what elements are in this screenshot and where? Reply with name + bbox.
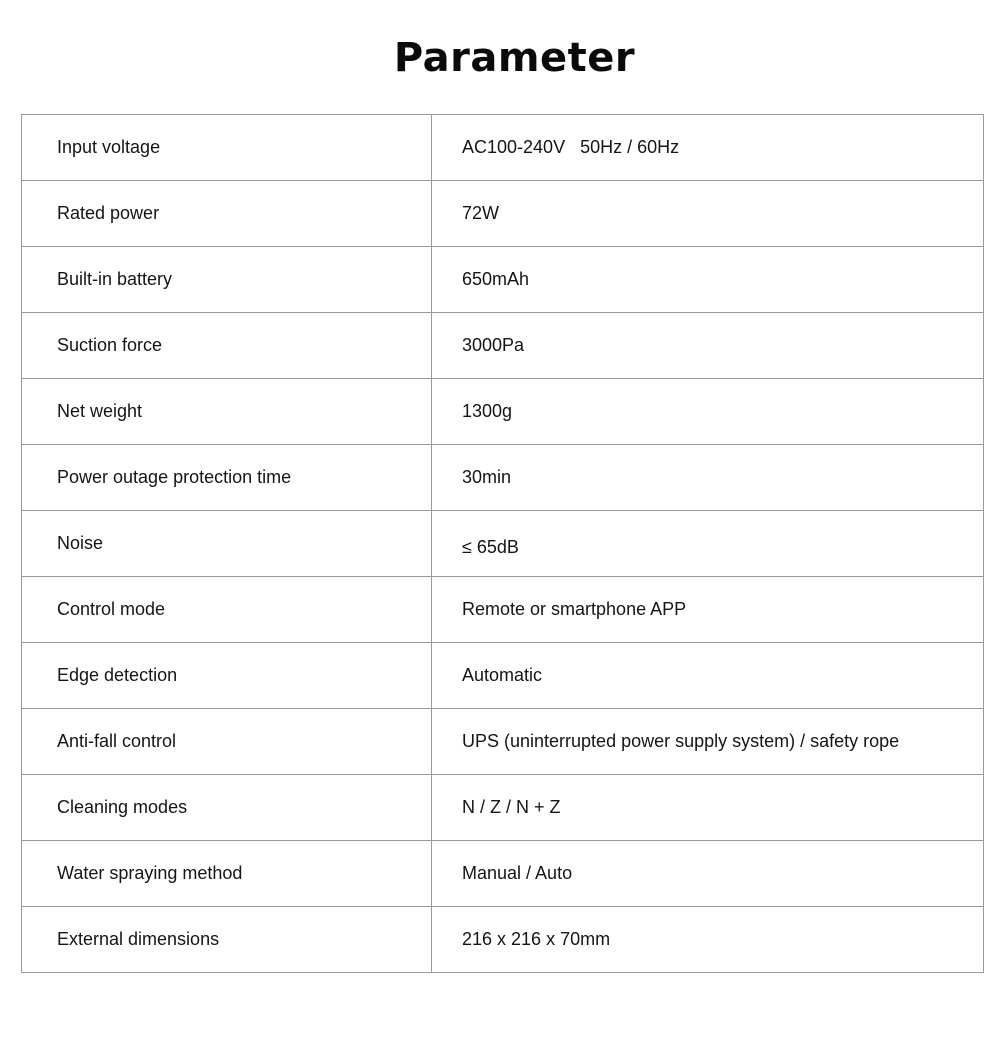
parameter-value: 30min bbox=[432, 445, 984, 511]
parameter-value: AC100-240V 50Hz / 60Hz bbox=[432, 115, 984, 181]
parameter-label: External dimensions bbox=[22, 907, 432, 973]
parameter-value: Remote or smartphone APP bbox=[432, 577, 984, 643]
parameter-label: Anti-fall control bbox=[22, 709, 432, 775]
table-row bbox=[22, 511, 984, 577]
parameter-label: Rated power bbox=[22, 181, 432, 247]
table-row bbox=[22, 181, 984, 247]
parameter-table bbox=[21, 114, 984, 973]
parameter-value: 650mAh bbox=[432, 247, 984, 313]
table-row bbox=[22, 247, 984, 313]
table-row bbox=[22, 577, 984, 643]
table-row bbox=[22, 775, 984, 841]
parameter-value: Automatic bbox=[432, 643, 984, 709]
table-row bbox=[22, 445, 984, 511]
parameter-value: 3000Pa bbox=[432, 313, 984, 379]
parameter-value: UPS (uninterrupted power supply system) / safety rope bbox=[432, 709, 984, 775]
table-row bbox=[22, 841, 984, 907]
table-row bbox=[22, 907, 984, 973]
parameter-label: Cleaning modes bbox=[22, 775, 432, 841]
parameter-value: 216 x 216 x 70mm bbox=[432, 907, 984, 973]
parameter-value: 1300g bbox=[432, 379, 984, 445]
parameter-label: Power outage protection time bbox=[22, 445, 432, 511]
parameter-label: Net weight bbox=[22, 379, 432, 445]
page-title: Parameter bbox=[393, 35, 636, 81]
parameter-label: Control mode bbox=[22, 577, 432, 643]
table-row bbox=[22, 379, 984, 445]
table-row bbox=[22, 709, 984, 775]
parameter-label: Edge detection bbox=[22, 643, 432, 709]
parameter-label: Input voltage bbox=[22, 115, 432, 181]
parameter-label: Built-in battery bbox=[22, 247, 432, 313]
table-row bbox=[22, 643, 984, 709]
parameter-value: 72W bbox=[432, 181, 984, 247]
table-row bbox=[22, 115, 984, 181]
parameter-label: Noise bbox=[22, 511, 432, 577]
parameter-value: ≤ 65dB bbox=[462, 537, 519, 557]
parameter-value: N / Z / N + Z bbox=[432, 775, 984, 841]
parameter-value: Manual / Auto bbox=[432, 841, 984, 907]
parameter-value-cell bbox=[432, 511, 984, 577]
parameter-label: Suction force bbox=[22, 313, 432, 379]
parameter-label: Water spraying method bbox=[22, 841, 432, 907]
table-row bbox=[22, 313, 984, 379]
